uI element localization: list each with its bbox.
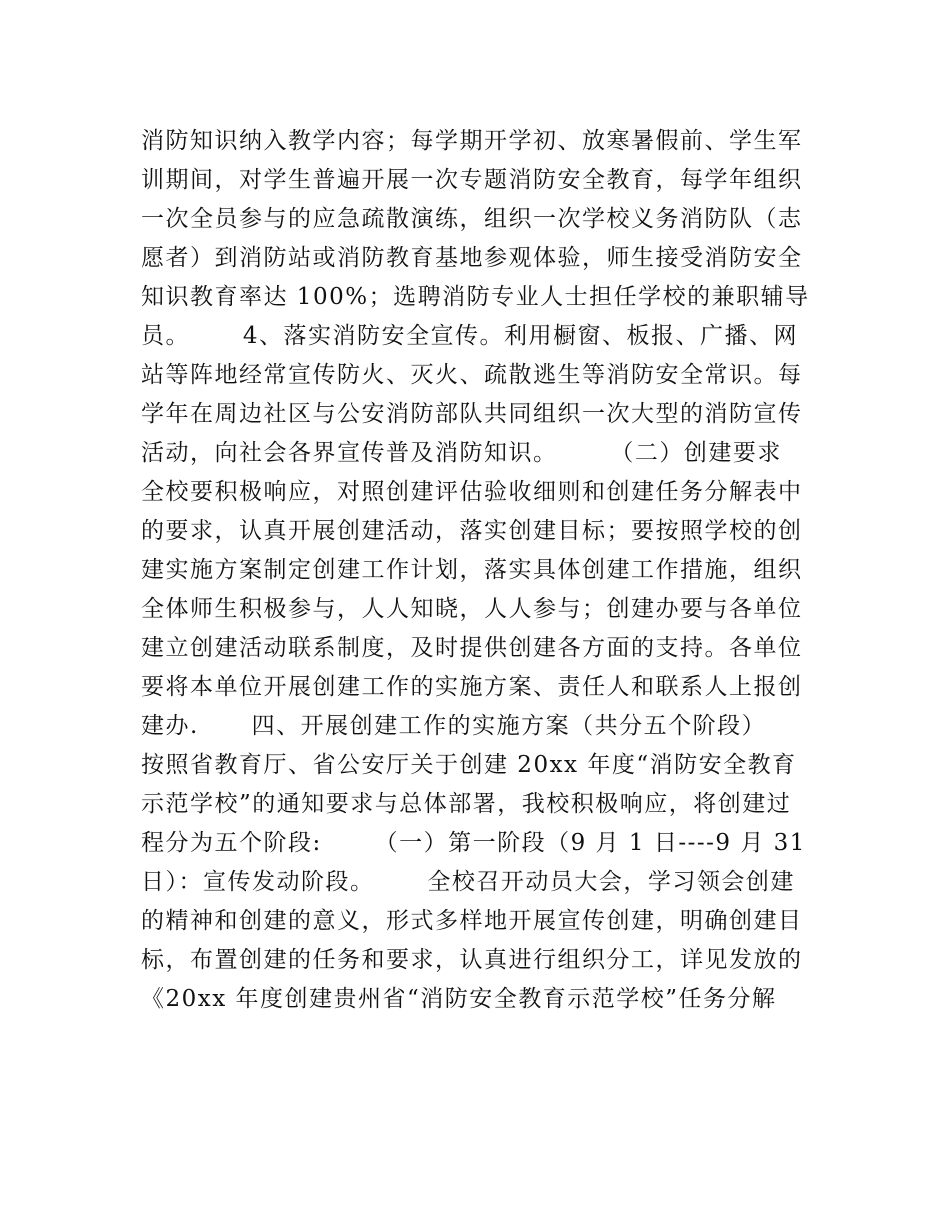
text-line: 训期间，对学生普遍开展一次专题消防安全教育，每学年组织	[141, 167, 803, 193]
text-line: 建办. 四、开展创建工作的实施方案（共分五个阶段）	[141, 713, 767, 739]
text-line: 的精神和创建的意义，形式多样地开展宣传创建，明确创建目	[141, 908, 803, 934]
text-line: 员。 4、落实消防安全宣传。利用橱窗、板报、广播、网	[141, 323, 798, 349]
text-line: 建实施方案制定创建工作计划，落实具体创建工作措施，组织	[141, 557, 803, 583]
text-line: 站等阵地经常宣传防火、灭火、疏散逃生等消防安全常识。每	[141, 362, 803, 388]
text-line: 愿者）到消防站或消防教育基地参观体验，师生接受消防安全	[141, 245, 803, 271]
text-line: 按照省教育厅、省公安厅关于创建 20xx 年度“消防安全教育	[141, 752, 797, 778]
text-line: 《20xx 年度创建贵州省“消防安全教育示范学校”任务分解	[141, 986, 777, 1012]
text-line: 要将本单位开展创建工作的实施方案、责任人和联系人上报创	[141, 674, 803, 700]
text-line: 日）：宣传发动阶段。 全校召开动员大会，学习领会创建	[141, 869, 795, 895]
text-line: 学年在周边社区与公安消防部队共同组织一次大型的消防宣传	[141, 401, 803, 427]
text-line: 知识教育率达 100%；选聘消防专业人士担任学校的兼职辅导	[141, 284, 810, 310]
text-line: 全校要积极响应，对照创建评估验收细则和创建任务分解表中	[141, 479, 803, 505]
text-line: 程分为五个阶段: （一）第一阶段（9 月 1 日----9 月 31	[141, 830, 806, 856]
text-line: 活动，向社会各界宣传普及消防知识。 （二）创建要求	[141, 440, 782, 466]
text-line: 一次全员参与的应急疏散演练，组织一次学校义务消防队（志	[141, 206, 803, 232]
text-line: 示范学校”的通知要求与总体部署，我校积极响应，将创建过	[141, 791, 792, 817]
body-text	[141, 122, 821, 1019]
text-line: 标，布置创建的任务和要求，认真进行组织分工，详见发放的	[141, 947, 803, 973]
text-line: 的要求，认真开展创建活动，落实创建目标；要按照学校的创	[141, 518, 803, 544]
text-line: 消防知识纳入教学内容；每学期开学初、放寒暑假前、学生军	[141, 128, 803, 154]
text-line: 建立创建活动联系制度，及时提供创建各方面的支持。各单位	[141, 635, 803, 661]
text-line: 全体师生积极参与，人人知晓，人人参与；创建办要与各单位	[141, 596, 803, 622]
